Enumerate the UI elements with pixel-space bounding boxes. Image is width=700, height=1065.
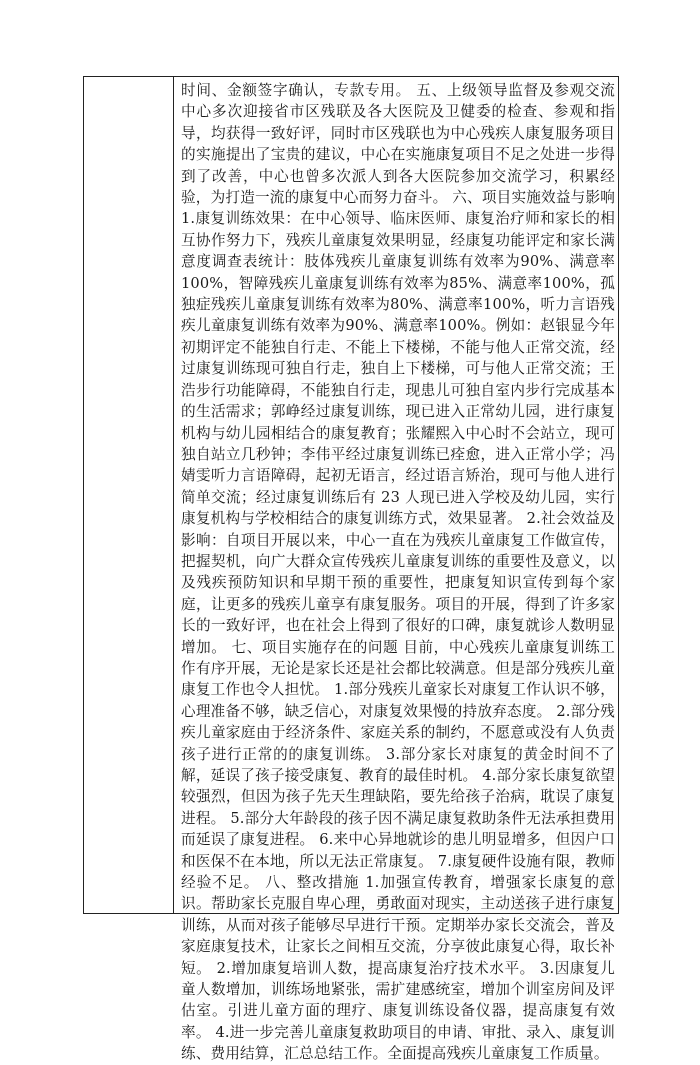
label-column (84, 77, 174, 913)
report-table (83, 76, 619, 1063)
report-body-text: 时间、金额签字确认，专款专用。 五、上级领导监督及参观交流 中心多次迎接省市区残联及各大医院及卫健委的检查、参观和指导，均获得一致好评，同时市区残联也为中心残疾人康复服务项目的实施提出了宝贵的建议，中心在实施康复项目不足之处进一步得到了改善，中心也曾多次派人到各大医院参加交流学习，积累经验，为打造一流的康复中心而努力奋斗。 六、项目实施效益与影响 1.康复训练效果：在中心领导、临床医师、康复治疗师和家长的相互协作努力下，残疾儿童康复效果明显，经康复功能评定和家长满意度调查表统计：肢体残疾儿童康复训练有效率为90%、满意率100%，智障残疾儿童康复训练有效率为85%、满意率100%，孤独症残疾儿童康复训练有效率为80%、满意率100%，听力言语残疾儿童康复训练有效率为90%、满意率100%。例如：赵银显今年初期评定不能独自行走、不能上下楼梯，不能与他人正常交流，经过康复训练现可独自行走，独自上下楼梯，可与他人正常交流；王浩步行功能障碍，不能独自行走，现患儿可独自室内步行完成基本的生活需求；郭峥经过康复训练，现已进入正常幼儿园，进行康复机构与幼儿园相结合的康复教育；张耀熙入中心时不会站立，现可独自站立几秒钟；李伟平经过康复训练已痊愈，进入正常小学；冯婧雯听力言语障碍，起初无语言，经过语言矫治，现可与他人进行简单交流；经过康复训练后有 23 人现已进入学校及幼儿园，实行康复机构与学校相结合的康复训练方式，效果显著。 2.社会效益及影响：自项目开展以来，中心一直在为残疾儿童康复工作做宣传，把握契机，向广大群众宣传残疾儿童康复训练的重要性及意义，以及残疾预防知识和早期干预的重要性，把康复知识宣传到每个家庭，让更多的残疾儿童享有康复服务。项目的开展，得到了许多家长的一致好评，也在社会上得到了很好的口碑，康复就诊人数明显增加。 七、项目实施存在的问题 目前，中心残疾儿童康复训练工作有序开展，无论是家长还是社会都比较满意。但是部分残疾儿童康复工作也令人担忧。 1.部分残疾儿童家长对康复工作认识不够，心理准备不够，缺乏信心，对康复效果慢的持放弃态度。 2.部分残疾儿童家庭由于经济条件、家庭关系的制约，不愿意或没有人负责孩子进行正常的的康复训练。 3.部分家长对康复的黄金时间不了解，延误了孩子接受康复、教育的最佳时机。 4.部分家长康复欲望较强烈，但因为孩子先天生理缺陷，要先给孩子治病，耽误了康复进程。 5.部分大年龄段的孩子因不满足康复救助条件无法承担费用而延误了康复进程。 6.来中心异地就诊的患儿明显增多，但因户口和医保不在本地，所以无法正常康复。 7.康复硬件设施有限，教师经验不足。 八、整改措施 1.加强宣传教育，增强家长康复的意识。帮助家长克服自卑心理，勇敢面对现实，主动送孩子进行康复训练，从而对孩子能够尽早进行干预。定期举办家长交流会，普及家庭康复技术，让家长之间相互交流，分享彼此康复心得，取长补短。 2.增加康复培训人数，提高康复治疗技术水平。 3.因康复儿童人数增加，训练场地紧张，需扩建感统室，增加个训室房间及评估室。引进儿童方面的理疗、康复训练设备仪器，提高康复有效率。 4.进一步完善儿童康复救助项目的申请、审批、录入、康复训练、费用结算，汇总总结工作。全面提高残疾儿童康复工作质量。 (181, 82, 615, 1063)
content-cell (181, 80, 615, 1065)
